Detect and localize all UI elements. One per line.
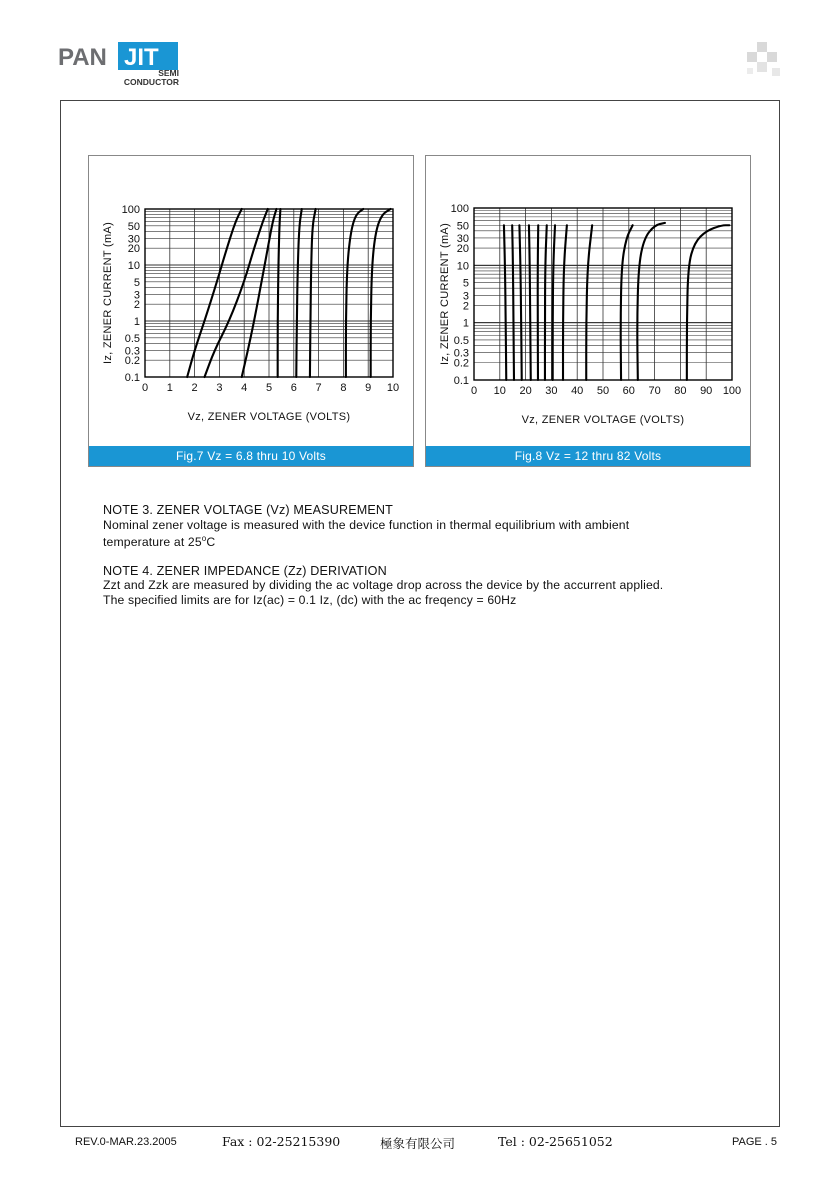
y-tick-label: 10 [456, 260, 469, 273]
series-curve-8 [371, 209, 391, 377]
series-curve-12 [687, 225, 730, 380]
y-tick-label: 2 [133, 299, 140, 312]
y-tick-label: 50 [456, 220, 469, 233]
x-tick-label: 1 [166, 382, 173, 394]
x-tick-label: 3 [216, 382, 223, 394]
fax-number: Fax : 02-25215390 [222, 1134, 341, 1149]
x-axis-label: Vz, ZENER VOLTAGE (VOLTS) [187, 411, 351, 423]
panjit-logo [58, 38, 188, 90]
logo-text-jit: JIT [124, 44, 159, 71]
series-curve-6 [545, 225, 547, 380]
x-tick-label: 90 [700, 385, 713, 397]
series-curve-6 [310, 209, 316, 377]
series-curve-7 [553, 225, 555, 380]
page-number: PAGE . 5 [732, 1136, 778, 1148]
y-tick-label: 1 [133, 316, 140, 328]
decorative-checker-icon [744, 42, 782, 80]
y-tick-label: 0.1 [453, 375, 469, 387]
logo-text-pan: PAN [58, 44, 107, 71]
x-tick-label: 10 [493, 385, 506, 397]
note-4-heading: NOTE 4. ZENER IMPEDANCE (Zz) DERIVATION [103, 563, 387, 578]
y-tick-label: 1 [462, 317, 469, 330]
series-curve-9 [586, 225, 592, 380]
note-3-line-2 [103, 532, 743, 550]
x-tick-label: 7 [315, 382, 322, 394]
x-tick-label: 20 [519, 385, 532, 397]
x-tick-label: 100 [722, 385, 742, 397]
company-name: 極象有限公司 [380, 1136, 456, 1151]
series-curve-2 [512, 225, 514, 380]
y-tick-label: 30 [127, 233, 140, 246]
y-tick-label: 100 [121, 204, 140, 216]
page-footer [0, 1130, 840, 1154]
y-tick-label: 0.3 [124, 345, 140, 358]
series-curve-8 [563, 225, 567, 380]
x-tick-label: 5 [265, 382, 273, 394]
y-tick-label: 3 [133, 289, 140, 302]
x-tick-label: 0 [470, 385, 478, 397]
series-curve-3 [519, 225, 521, 380]
telephone-number: Tel : 02-25651052 [498, 1134, 613, 1149]
note-3-line-2-unit: C [206, 535, 216, 550]
figure-7-chart [89, 156, 415, 448]
y-tick-label: 5 [462, 277, 469, 290]
y-tick-label: 0.2 [124, 355, 140, 368]
y-tick-label: 3 [462, 290, 469, 303]
logo-sub-semi: SEMI [158, 68, 179, 78]
series-curve-7 [346, 209, 363, 377]
series-curve-4 [529, 225, 531, 380]
logo-sub-conductor: CONDUCTOR [123, 77, 179, 87]
figure-7-caption: Fig.7 Vz = 6.8 thru 10 Volts [89, 446, 413, 466]
figure-8-panel [425, 155, 751, 467]
series-curve-5 [296, 209, 301, 377]
y-tick-label: 5 [133, 276, 140, 289]
x-tick-label: 8 [340, 382, 347, 394]
x-axis-label: Vz, ZENER VOLTAGE (VOLTS) [521, 414, 685, 426]
grid-lines [145, 209, 393, 377]
y-tick-label: 0.3 [453, 347, 469, 360]
x-tick-label: 70 [648, 385, 661, 397]
x-tick-label: 6 [290, 382, 297, 394]
y-tick-label: 20 [127, 243, 140, 256]
note-3-heading: NOTE 3. ZENER VOLTAGE (Vz) MEASUREMENT [103, 503, 394, 517]
note-3-line-1: Nominal zener voltage is measured with the device function in thermal equilibrium with ambient [103, 517, 630, 532]
y-tick-label: 20 [456, 243, 469, 256]
note-3-line-2-text: temperature at 25 [103, 535, 202, 550]
y-tick-label: 50 [127, 220, 140, 233]
series-curve-11 [637, 223, 665, 380]
x-tick-label: 10 [386, 382, 400, 394]
y-axis-label: Iz, ZENER CURRENT (mA) [439, 222, 451, 366]
figure-7-panel [88, 155, 414, 467]
degree-symbol: o [201, 534, 207, 543]
series-curve-10 [621, 225, 633, 380]
note-4-line-1: Zzt and Zzk are measured by dividing the ac voltage drop across the device by the accurrent applied. [103, 578, 664, 593]
x-tick-label: 0 [141, 382, 149, 394]
y-tick-label: 30 [456, 232, 469, 245]
x-tick-label: 60 [622, 385, 635, 397]
x-tick-label: 2 [191, 382, 198, 394]
series-curve-5 [538, 225, 539, 380]
x-tick-label: 80 [674, 385, 687, 397]
y-axis-label: Iz, ZENER CURRENT (mA) [102, 221, 114, 365]
revision-label: REV.0-MAR.23.2005 [75, 1136, 177, 1148]
note-4-line-2: The specified limits are for Iz(ac) = 0.1 Iz, (dc) with the ac freqency = 60Hz [103, 592, 517, 607]
y-tick-label: 0.2 [453, 357, 469, 370]
y-tick-label: 2 [462, 300, 469, 313]
figure-8-caption: Fig.8 Vz = 12 thru 82 Volts [426, 446, 750, 466]
figure-8-chart [426, 156, 752, 448]
series-curve-4 [278, 209, 281, 377]
y-tick-label: 100 [450, 203, 469, 215]
y-tick-label: 0.5 [124, 332, 140, 345]
notes-section [103, 503, 743, 607]
y-tick-label: 0.1 [124, 372, 140, 384]
x-tick-label: 4 [241, 382, 248, 394]
y-tick-label: 0.5 [453, 334, 469, 347]
y-tick-label: 10 [127, 260, 140, 272]
x-tick-label: 30 [545, 385, 558, 397]
x-tick-label: 50 [596, 385, 610, 397]
x-tick-label: 9 [365, 382, 372, 394]
series-curve-1 [504, 225, 506, 380]
x-tick-label: 40 [571, 385, 584, 397]
